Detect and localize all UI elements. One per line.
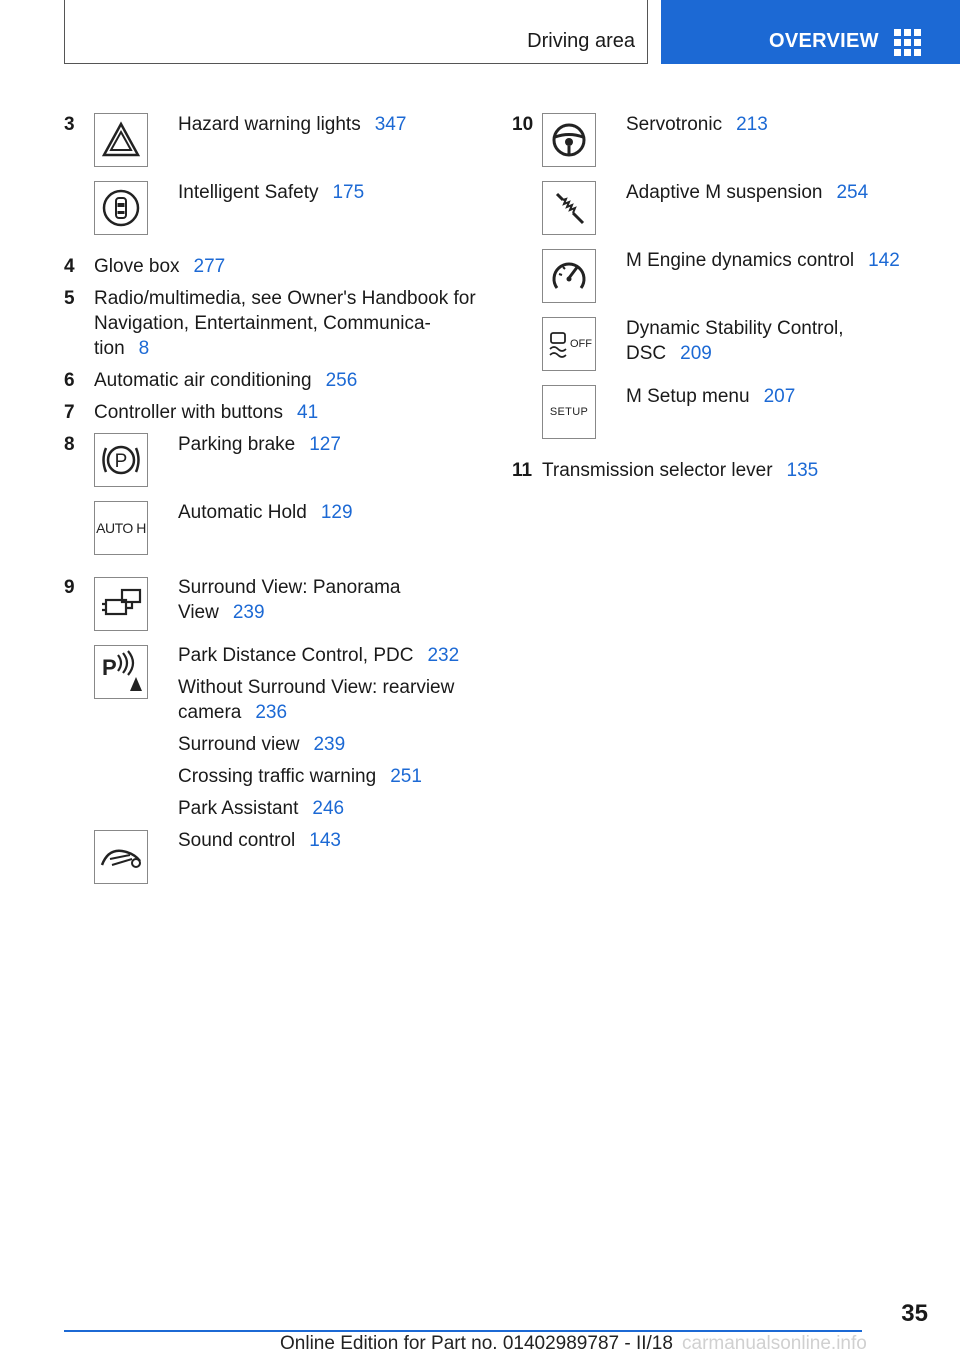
adaptive-suspension-entry[interactable] [626, 180, 868, 205]
entry-number-9: 9 [64, 577, 75, 598]
controller-page-link[interactable]: 41 [297, 402, 319, 423]
parking-brake-entry[interactable] [178, 432, 341, 457]
engine-dynamics-page-link[interactable]: 142 [868, 250, 900, 271]
rearview-camera-line2: camera [178, 702, 242, 723]
dsc-line1: Dynamic Stability Control, [626, 318, 844, 339]
hazard-warning-page-link[interactable]: 347 [374, 114, 407, 135]
steering-wheel-icon [542, 113, 596, 167]
hazard-warning-icon [94, 113, 148, 167]
header-section-box [64, 0, 648, 64]
suspension-icon [542, 181, 596, 235]
intelligent-safety-icon [94, 181, 148, 235]
crossing-traffic-entry[interactable] [178, 764, 422, 789]
header-section-label: Driving area [527, 30, 635, 52]
hazard-warning-entry[interactable] [178, 112, 406, 137]
radio-multimedia-line1: Radio/multimedia, see Owner's Handbook for [94, 288, 476, 309]
svg-text:P: P [102, 655, 117, 680]
dsc-off-icon [542, 317, 596, 371]
setup-menu-page-link[interactable]: 207 [763, 386, 796, 407]
crossing-traffic-label: Crossing traffic warning [178, 766, 377, 787]
glove-box-page-link[interactable]: 277 [193, 256, 226, 277]
auto-hold-page-link[interactable]: 129 [320, 502, 353, 523]
park-assistant-label: Park Assistant [178, 798, 299, 819]
adaptive-suspension-label: Adaptive M suspension [626, 182, 823, 203]
engine-dynamics-icon [542, 249, 596, 303]
transmission-selector-label: Transmission selector lever [542, 460, 773, 481]
auto-hold-label: Automatic Hold [178, 502, 307, 523]
entry-number-11: 11 [512, 460, 533, 481]
surround-view-label: Surround view [178, 734, 300, 755]
dsc-line2: DSC [626, 343, 667, 364]
setup-icon-text: SETUP [549, 406, 589, 418]
footer-edition: Online Edition for Part no. 01402989787 - II/18 [280, 1333, 673, 1354]
engine-dynamics-entry[interactable] [626, 248, 900, 273]
sound-control-icon [94, 830, 148, 884]
entry-number-5: 5 [64, 288, 75, 309]
entry-number-8: 8 [64, 434, 75, 455]
entry-number-6: 6 [64, 370, 75, 391]
header-overview-tab[interactable] [661, 0, 960, 64]
grid-icon[interactable] [894, 29, 922, 55]
parking-brake-page-link[interactable]: 127 [309, 434, 341, 455]
controller-label: Controller with buttons [94, 402, 284, 423]
rearview-camera-line1: Without Surround View: rearview [178, 677, 455, 698]
panorama-view-line2: View [178, 602, 219, 623]
glove-box-entry[interactable] [94, 254, 225, 279]
pdc-label: Park Distance Control, PDC [178, 645, 414, 666]
sound-control-page-link[interactable]: 143 [309, 830, 341, 851]
park-distance-control-icon [94, 645, 148, 699]
panorama-view-entry[interactable] [178, 575, 401, 625]
transmission-selector-entry[interactable] [542, 458, 818, 483]
panorama-view-icon [94, 577, 148, 631]
transmission-selector-page-link[interactable]: 135 [786, 460, 819, 481]
setup-icon [542, 385, 596, 439]
air-conditioning-label: Automatic air conditioning [94, 370, 312, 391]
adaptive-suspension-page-link[interactable]: 254 [836, 182, 869, 203]
dsc-page-link[interactable]: 209 [680, 343, 712, 364]
intelligent-safety-page-link[interactable]: 175 [332, 182, 365, 203]
entry-number-7: 7 [64, 402, 75, 423]
parking-brake-icon [94, 433, 148, 487]
intelligent-safety-entry[interactable] [178, 180, 364, 205]
glove-box-label: Glove box [94, 256, 180, 277]
pdc-entry[interactable] [178, 643, 459, 668]
auto-hold-icon-text: AUTO H [96, 520, 146, 536]
auto-hold-icon [94, 501, 148, 555]
auto-hold-entry[interactable] [178, 500, 353, 525]
page-number: 35 [901, 1300, 928, 1327]
air-conditioning-entry[interactable] [94, 368, 357, 393]
park-assistant-page-link[interactable]: 246 [312, 798, 345, 819]
crossing-traffic-page-link[interactable]: 251 [390, 766, 422, 787]
hazard-warning-label: Hazard warning lights [178, 114, 361, 135]
entry-number-4: 4 [64, 256, 75, 277]
servotronic-entry[interactable] [626, 112, 768, 137]
controller-entry[interactable] [94, 400, 318, 425]
rearview-camera-page-link[interactable]: 236 [255, 702, 288, 723]
dsc-entry[interactable] [626, 316, 844, 366]
radio-multimedia-line2: Navigation, Entertainment, Communica- [94, 313, 431, 334]
park-assistant-entry[interactable] [178, 796, 344, 821]
setup-menu-entry[interactable] [626, 384, 795, 409]
engine-dynamics-label: M Engine dynamics control [626, 250, 855, 271]
servotronic-label: Servotronic [626, 114, 723, 135]
air-conditioning-page-link[interactable]: 256 [325, 370, 358, 391]
panorama-view-page-link[interactable]: 239 [232, 602, 265, 623]
header-title: OVERVIEW [769, 30, 879, 52]
entry-number-10: 10 [512, 114, 534, 135]
intelligent-safety-label: Intelligent Safety [178, 182, 319, 203]
rearview-camera-entry[interactable] [178, 675, 454, 725]
dsc-off-icon-text: OFF [570, 338, 592, 350]
svg-text:P: P [114, 451, 128, 472]
radio-multimedia-line3: tion [94, 338, 125, 359]
surround-view-page-link[interactable]: 239 [313, 734, 346, 755]
watermark: carmanualsonline.info [682, 1333, 867, 1354]
setup-menu-label: M Setup menu [626, 386, 750, 407]
surround-view-entry[interactable] [178, 732, 345, 757]
parking-brake-label: Parking brake [178, 434, 296, 455]
pdc-page-link[interactable]: 232 [427, 645, 460, 666]
radio-multimedia-entry[interactable] [94, 286, 476, 361]
footer-divider [64, 1330, 862, 1332]
sound-control-entry[interactable] [178, 828, 341, 853]
servotronic-page-link[interactable]: 213 [736, 114, 768, 135]
panorama-view-line1: Surround View: Panorama [178, 577, 401, 598]
sound-control-label: Sound control [178, 830, 296, 851]
entry-number-3: 3 [64, 114, 75, 135]
radio-multimedia-page-link[interactable]: 8 [138, 338, 150, 359]
